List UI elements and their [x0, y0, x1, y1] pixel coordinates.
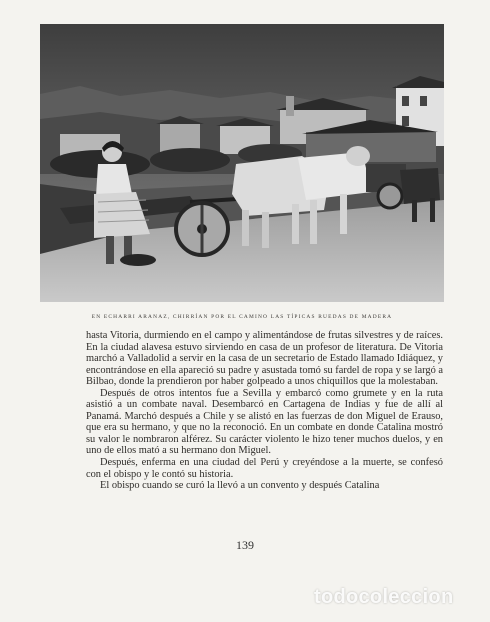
body-text — [86, 330, 443, 492]
paragraph-3: Después, enferma en una ciudad del Perú y creyéndose a la muerte, se confesó con el obispo y le contó su historia. — [86, 457, 443, 480]
page-number: 139 — [236, 538, 254, 552]
watermark-logo: todocoleccion — [314, 586, 454, 608]
paragraph-4: El obispo cuando se curó la llevó a un convento y después Catalina — [100, 480, 380, 492]
paragraph-2: Después de otros intentos fue a Sevilla y embarcó como grumete y en la ruta asistió a un combate naval. Desembarcó en Cartagena de Indias y fue de allí al Panamá. Marchó después a Chile y se alistó en las fuerzas de don Miguel de Erauso, que era su hermano, y que no la reconoció. En un combate en donde Catalina mostró su valor le nombraron alférez. Su carácter violento le hizo tener muchos duelos, y en uno de ellos mató a su hermano don Miguel. — [86, 387, 443, 457]
photograph — [40, 24, 444, 302]
photo-caption: EN ECHARRI ARANAZ, CHIRRÍAN POR EL CAMINO LAS TÍPICAS RUEDAS DE MADERA — [91, 314, 393, 320]
paragraph-1: hasta Vitoria, durmiendo en el campo y alimentándose de frutas silvestres y de raíces. En la ciudad alavesa estuvo sirviendo en casa de un profesor de literatura. De Vitoria marchó a Valladolid a servir en la casa de un secretario de Estado llamado Idiáquez, y encontrándose en ella apareció su padre y asustada tomó su fardel de ropa y se largó a Bilbao, donde la prendieron por haber golpeado a unos chiquillos que la molestaban. — [86, 330, 443, 388]
